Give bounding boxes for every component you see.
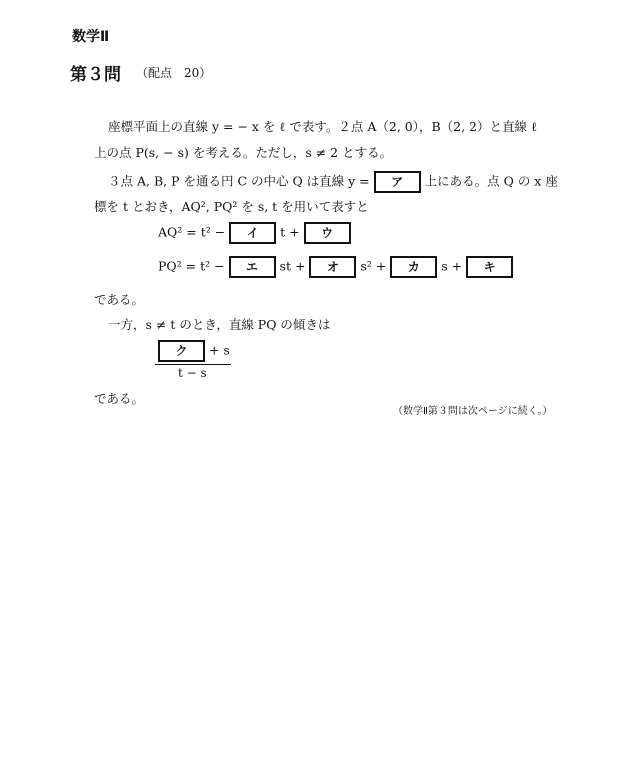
answer-box-ku[interactable]: ク bbox=[158, 340, 205, 362]
problem-text-line bbox=[108, 171, 558, 193]
fraction-term: + s bbox=[208, 342, 230, 358]
fraction-numerator bbox=[158, 340, 230, 362]
subject-heading: 数学Ⅱ bbox=[72, 29, 110, 45]
equation-term: s² + bbox=[360, 258, 387, 274]
problem-text-line: である。 bbox=[94, 292, 145, 307]
equation-lhs: AQ² = t² − bbox=[158, 224, 226, 240]
problem-text-line: である。 bbox=[94, 391, 145, 406]
equation-term: s + bbox=[441, 258, 463, 274]
answer-box-a[interactable]: ア bbox=[374, 171, 421, 193]
problem-text-segment: 上にある。点 Q の x 座 bbox=[424, 173, 558, 189]
equation-pq bbox=[158, 256, 513, 278]
problem-text-line: 座標平面上の直線 y = − x を ℓ で表す。２点 A（2, 0），B（2, 2）と直線 ℓ bbox=[108, 119, 537, 134]
problem-text-line: 一方，s ≠ t のとき，直線 PQ の傾きは bbox=[108, 317, 331, 332]
question-title: 第３問 bbox=[70, 65, 121, 85]
fraction-denominator: t − s bbox=[178, 366, 207, 380]
problem-text-line: 上の点 P(s, − s) を考える。ただし，s ≠ 2 とする。 bbox=[94, 145, 393, 160]
answer-box-ka[interactable]: カ bbox=[390, 256, 437, 278]
equation-term: t + bbox=[280, 224, 300, 240]
equation-lhs: PQ² = t² − bbox=[158, 258, 225, 274]
answer-box-ki[interactable]: キ bbox=[466, 256, 513, 278]
problem-text-line: 標を t とおき，AQ², PQ² を s, t を用いて表すと bbox=[94, 199, 369, 214]
answer-box-o[interactable]: オ bbox=[309, 256, 356, 278]
continue-note: （数学Ⅱ第３問は次ページに続く。） bbox=[393, 406, 553, 417]
fraction-bar bbox=[155, 364, 231, 365]
answer-box-u[interactable]: ウ bbox=[304, 222, 351, 244]
points-label: （配点 20） bbox=[136, 66, 212, 80]
equation-aq bbox=[158, 222, 351, 244]
answer-box-i[interactable]: イ bbox=[229, 222, 276, 244]
problem-text-segment: ３点 A, B, P を通る円 C の中心 Q は直線 y = bbox=[108, 173, 370, 189]
equation-term: st + bbox=[279, 258, 306, 274]
answer-box-e[interactable]: エ bbox=[229, 256, 276, 278]
